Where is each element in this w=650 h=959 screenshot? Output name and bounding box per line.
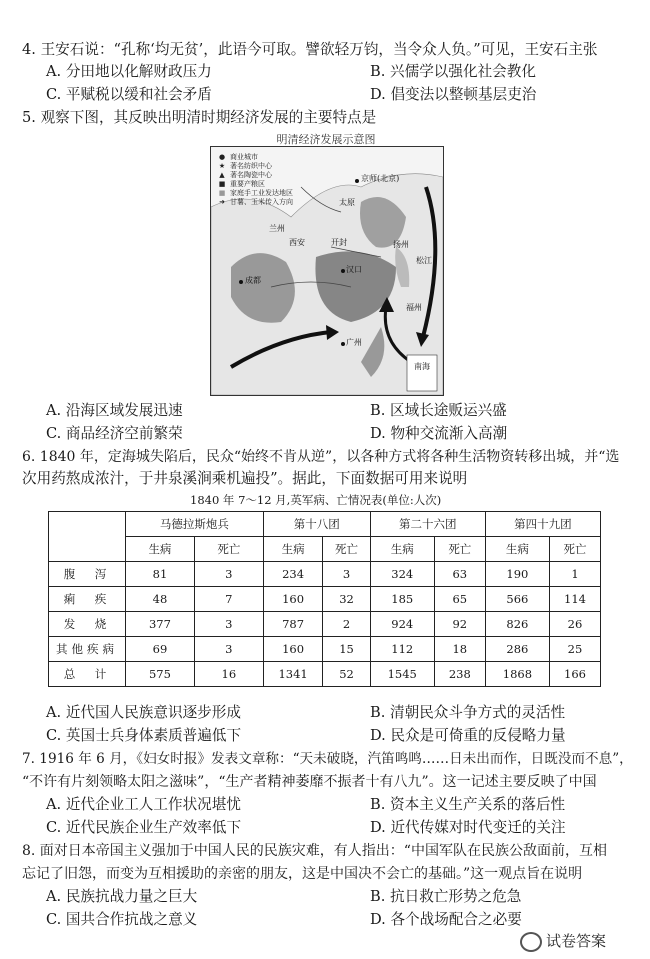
legend-item: ■ 家庭手工业发达地区	[218, 189, 293, 197]
table-cell: 112	[370, 637, 434, 662]
economic-map	[210, 146, 444, 396]
subheader-dead: 死亡	[323, 537, 370, 562]
q7-option-a: A. 近代企业工人工作状况堪忧	[46, 796, 241, 813]
table-cell: 65	[434, 587, 485, 612]
table-cell: 48	[126, 587, 195, 612]
subheader-sick: 生病	[126, 537, 195, 562]
table-cell: 7	[194, 587, 263, 612]
legend-item: ● 商业城市	[218, 153, 258, 161]
star-icon: ★	[218, 162, 226, 170]
subheader-sick: 生病	[485, 537, 549, 562]
table-cell: 575	[126, 662, 195, 687]
table-cell: 1	[550, 562, 601, 587]
q6-stem-line2: 次用药熬成浓汁，于井泉溪涧乘机遍投”。据此，下面数据可用来说明	[22, 470, 468, 487]
row-label: 发 烧	[49, 612, 126, 637]
gray-area-icon: ■	[218, 189, 226, 197]
city-dot-icon	[341, 269, 345, 273]
city-label: 西安	[289, 238, 305, 247]
table-cell: 3	[323, 562, 370, 587]
subheader-sick: 生病	[370, 537, 434, 562]
subheader-dead: 死亡	[550, 537, 601, 562]
table-cell: 324	[370, 562, 434, 587]
legend-item: ➜ 甘薯、玉米传入方向	[217, 198, 293, 207]
q8-stem-line2: 忘记了旧怨，而变为互相援助的亲密的朋友，这是中国决不会亡的基础。”这一观点旨在说明	[22, 866, 583, 882]
table-cell: 377	[126, 612, 195, 637]
row-label: 其他疾病	[49, 637, 126, 662]
city-label: 开封	[331, 238, 347, 247]
q8-option-d: D. 各个战场配合之必要	[370, 911, 522, 928]
table-header-row	[49, 512, 601, 537]
arrow-icon: ➜	[219, 198, 225, 206]
q4-stem: 4. 王安石说：“孔称‘均无贫’，此语今可取。譬欲轻万钧，当令众人负。”可见，王安石主张	[22, 41, 598, 58]
unit-header: 第二十六团	[370, 512, 485, 537]
table-row	[49, 562, 601, 587]
city-label: 南海	[414, 362, 430, 371]
table-cell: 63	[434, 562, 485, 587]
table-cell: 1868	[485, 662, 549, 687]
table-row	[49, 587, 601, 612]
table-cell: 924	[370, 612, 434, 637]
q6-option-b: B. 清朝民众斗争方式的灵活性	[370, 704, 566, 721]
q5-option-c: C. 商品经济空前繁荣	[46, 425, 183, 442]
q4-option-d: D. 倡变法以整顿基层吏治	[370, 86, 537, 103]
city-label: 福州	[406, 303, 422, 312]
row-label: 痢 疾	[49, 587, 126, 612]
table-cell: 238	[434, 662, 485, 687]
table-cell: 25	[550, 637, 601, 662]
q4-option-b: B. 兴儒学以强化社会教化	[370, 63, 536, 80]
q5-stem: 5. 观察下图，其反映出明清时期经济发展的主要特点是	[22, 109, 377, 126]
city-label: 成都	[245, 276, 261, 285]
table-cell: 190	[485, 562, 549, 587]
table-cell: 81	[126, 562, 195, 587]
q6-option-d: D. 民众是可倚重的反侵略力量	[370, 727, 566, 744]
table-cell: 160	[263, 637, 323, 662]
subheader-sick: 生病	[263, 537, 323, 562]
city-label: 扬州	[393, 240, 409, 249]
unit-header: 第四十九团	[485, 512, 600, 537]
q7-option-b: B. 资本主义生产关系的落后性	[370, 796, 566, 813]
q6-option-c: C. 英国士兵身体素质普遍低下	[46, 727, 242, 744]
table-row	[49, 612, 601, 637]
q7-stem-line1: 7. 1916 年 6 月，《妇女时报》发表文章称：“天未破晓，汽笛鸣鸣……日未出而作，日既没而不息”，	[22, 751, 633, 767]
unit-header: 第十八团	[263, 512, 370, 537]
table-cell: 286	[485, 637, 549, 662]
table-cell: 18	[434, 637, 485, 662]
q6-stem-line1: 6. 1840 年，定海城失陷后，民众“始终不肯从逆”，以各种方式将各种生活物资转移出城，并“选	[22, 449, 620, 465]
q4-option-a: A. 分田地以化解财政压力	[46, 63, 212, 80]
table-cell: 52	[323, 662, 370, 687]
table-row	[49, 637, 601, 662]
wechat-icon	[520, 932, 542, 952]
map-title: 明清经济发展示意图	[276, 133, 376, 146]
table-cell: 26	[550, 612, 601, 637]
q8-option-b: B. 抗日救亡形势之危急	[370, 888, 522, 905]
city-dot-icon: ●	[218, 153, 226, 161]
city-label: 松江	[416, 256, 432, 265]
table-cell: 114	[550, 587, 601, 612]
city-label: 兰州	[269, 224, 285, 233]
row-label: 总 计	[49, 662, 126, 687]
city-label: 汉口	[346, 265, 362, 274]
map-legend	[217, 153, 293, 207]
table-cell: 69	[126, 637, 195, 662]
q8-stem-line1: 8. 面对日本帝国主义强加于中国人民的民族灾难，有人指出：“中国军队在民族公敌面前，互相	[22, 843, 607, 859]
table-cell: 1341	[263, 662, 323, 687]
legend-item: ■ 重要产粮区	[218, 180, 265, 188]
q6-option-a: A. 近代国人民族意识逐步形成	[46, 704, 241, 721]
watermark: 试卷答案	[520, 930, 606, 952]
q8-option-a: A. 民族抗战力量之巨大	[46, 888, 198, 905]
city-label: 京师(北京)	[361, 174, 400, 183]
table-title: 1840 年 7～12 月,英军病、亡情况表(单位:人次)	[190, 493, 442, 507]
table-row	[49, 662, 601, 687]
unit-header: 马德拉斯炮兵	[126, 512, 264, 537]
q7-stem-line2: “不许有片刻领略太阳之滋味”，“生产者精神萎靡不振者十有八九”。这一记述主要反映了中国	[22, 774, 597, 790]
table-cell: 1545	[370, 662, 434, 687]
q4-option-c: C. 平赋税以缓和社会矛盾	[46, 86, 212, 103]
triangle-icon: ▲	[219, 171, 225, 179]
table-cell: 3	[194, 612, 263, 637]
q8-option-c: C. 国共合作抗战之意义	[46, 911, 198, 928]
city-dot-icon	[239, 280, 243, 284]
table-cell: 92	[434, 612, 485, 637]
table-subheader-row	[49, 537, 601, 562]
table-cell: 16	[194, 662, 263, 687]
legend-item: ★ 著名纺织中心	[218, 162, 272, 170]
table-cell: 15	[323, 637, 370, 662]
q5-option-a: A. 沿海区域发展迅速	[46, 402, 183, 419]
legend-item: ▲ 著名陶瓷中心	[217, 171, 293, 180]
dark-area-icon: ■	[218, 180, 226, 188]
subheader-dead: 死亡	[434, 537, 485, 562]
table-cell: 3	[194, 562, 263, 587]
city-label: 太原	[339, 198, 355, 207]
q7-option-d: D. 近代传媒对时代变迁的关注	[370, 819, 566, 836]
table-cell: 566	[485, 587, 549, 612]
table-corner-cell	[49, 512, 126, 562]
subheader-dead: 死亡	[194, 537, 263, 562]
table-cell: 826	[485, 612, 549, 637]
q7-option-c: C. 近代民族企业生产效率低下	[46, 819, 242, 836]
table-cell: 166	[550, 662, 601, 687]
table-cell: 185	[370, 587, 434, 612]
table-cell: 32	[323, 587, 370, 612]
city-dot-icon	[341, 342, 345, 346]
city-dot-icon	[355, 179, 359, 183]
casualty-table	[48, 511, 601, 687]
table-cell: 160	[263, 587, 323, 612]
row-label: 腹 泻	[49, 562, 126, 587]
q5-option-d: D. 物种交流渐入高潮	[370, 425, 508, 442]
city-label: 广州	[346, 338, 362, 347]
q5-option-b: B. 区域长途贩运兴盛	[370, 402, 507, 419]
table-cell: 2	[323, 612, 370, 637]
table-cell: 787	[263, 612, 323, 637]
table-cell: 3	[194, 637, 263, 662]
table-cell: 234	[263, 562, 323, 587]
